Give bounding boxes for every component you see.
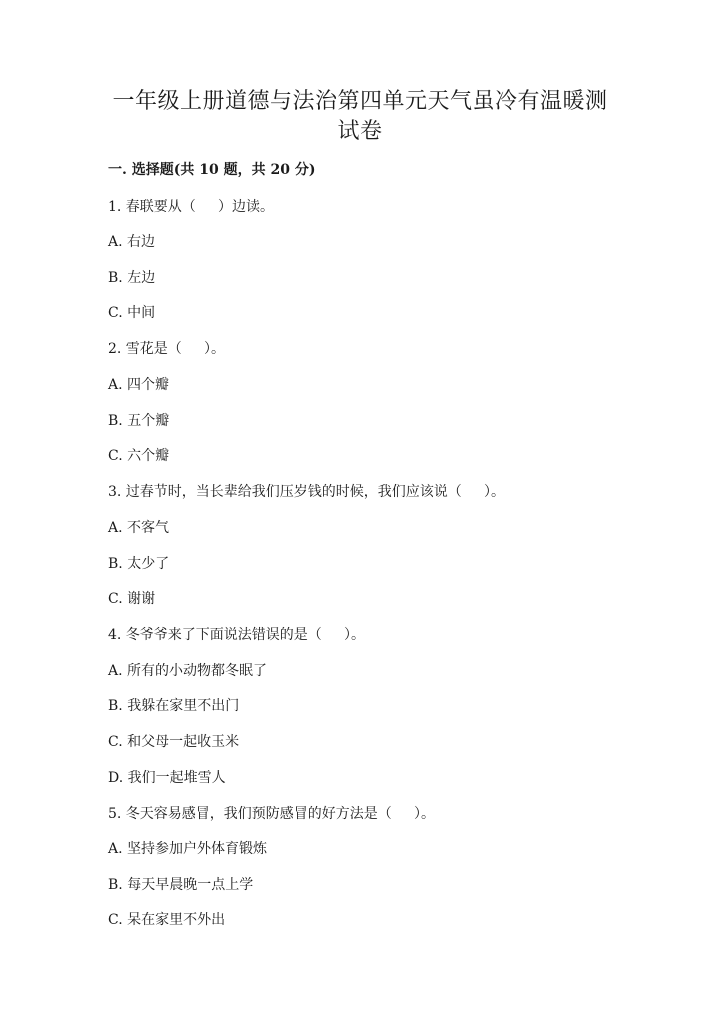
question-1-option-b: B. 左边 — [108, 270, 156, 286]
question-1-stem: 1. 春联要从（ ）边读。 — [108, 199, 275, 215]
question-1-option-a: A. 右边 — [108, 234, 156, 250]
question-2-stem: 2. 雪花是（ ）。 — [108, 341, 226, 357]
question-3-option-c: C. 谢谢 — [108, 591, 156, 607]
question-2-option-a: A. 四个瓣 — [108, 377, 170, 393]
question-4-option-a: A. 所有的小动物都冬眠了 — [108, 663, 268, 679]
question-4-option-b: B. 我躲在家里不出门 — [108, 698, 240, 714]
section-heading: 一. 选择题(共 10 题，共 20 分) — [108, 162, 316, 178]
question-4-stem: 4. 冬爷爷来了下面说法错误的是（ ）。 — [108, 627, 366, 643]
question-5-stem: 5. 冬天容易感冒，我们预防感冒的好方法是（ ）。 — [108, 806, 436, 822]
question-3-option-a: A. 不客气 — [108, 520, 170, 536]
document-title-line-2: 试卷 — [337, 119, 383, 144]
document-title-line-1: 一年级上册道德与法治第四单元天气虽冷有温暖测 — [112, 89, 608, 114]
question-3-stem: 3. 过春节时，当长辈给我们压岁钱的时候，我们应该说（ ）。 — [108, 484, 506, 500]
question-4-option-d: D. 我们一起堆雪人 — [108, 770, 226, 786]
question-1-option-c: C. 中间 — [108, 305, 156, 321]
question-5-option-a: A. 坚持参加户外体育锻炼 — [108, 841, 268, 857]
question-2-option-c: C. 六个瓣 — [108, 448, 170, 464]
question-5-option-b: B. 每天早晨晚一点上学 — [108, 877, 254, 893]
question-2-option-b: B. 五个瓣 — [108, 413, 170, 429]
question-4-option-c: C. 和父母一起收玉米 — [108, 734, 240, 750]
question-3-option-b: B. 太少了 — [108, 556, 170, 572]
question-5-option-c: C. 呆在家里不外出 — [108, 912, 226, 928]
